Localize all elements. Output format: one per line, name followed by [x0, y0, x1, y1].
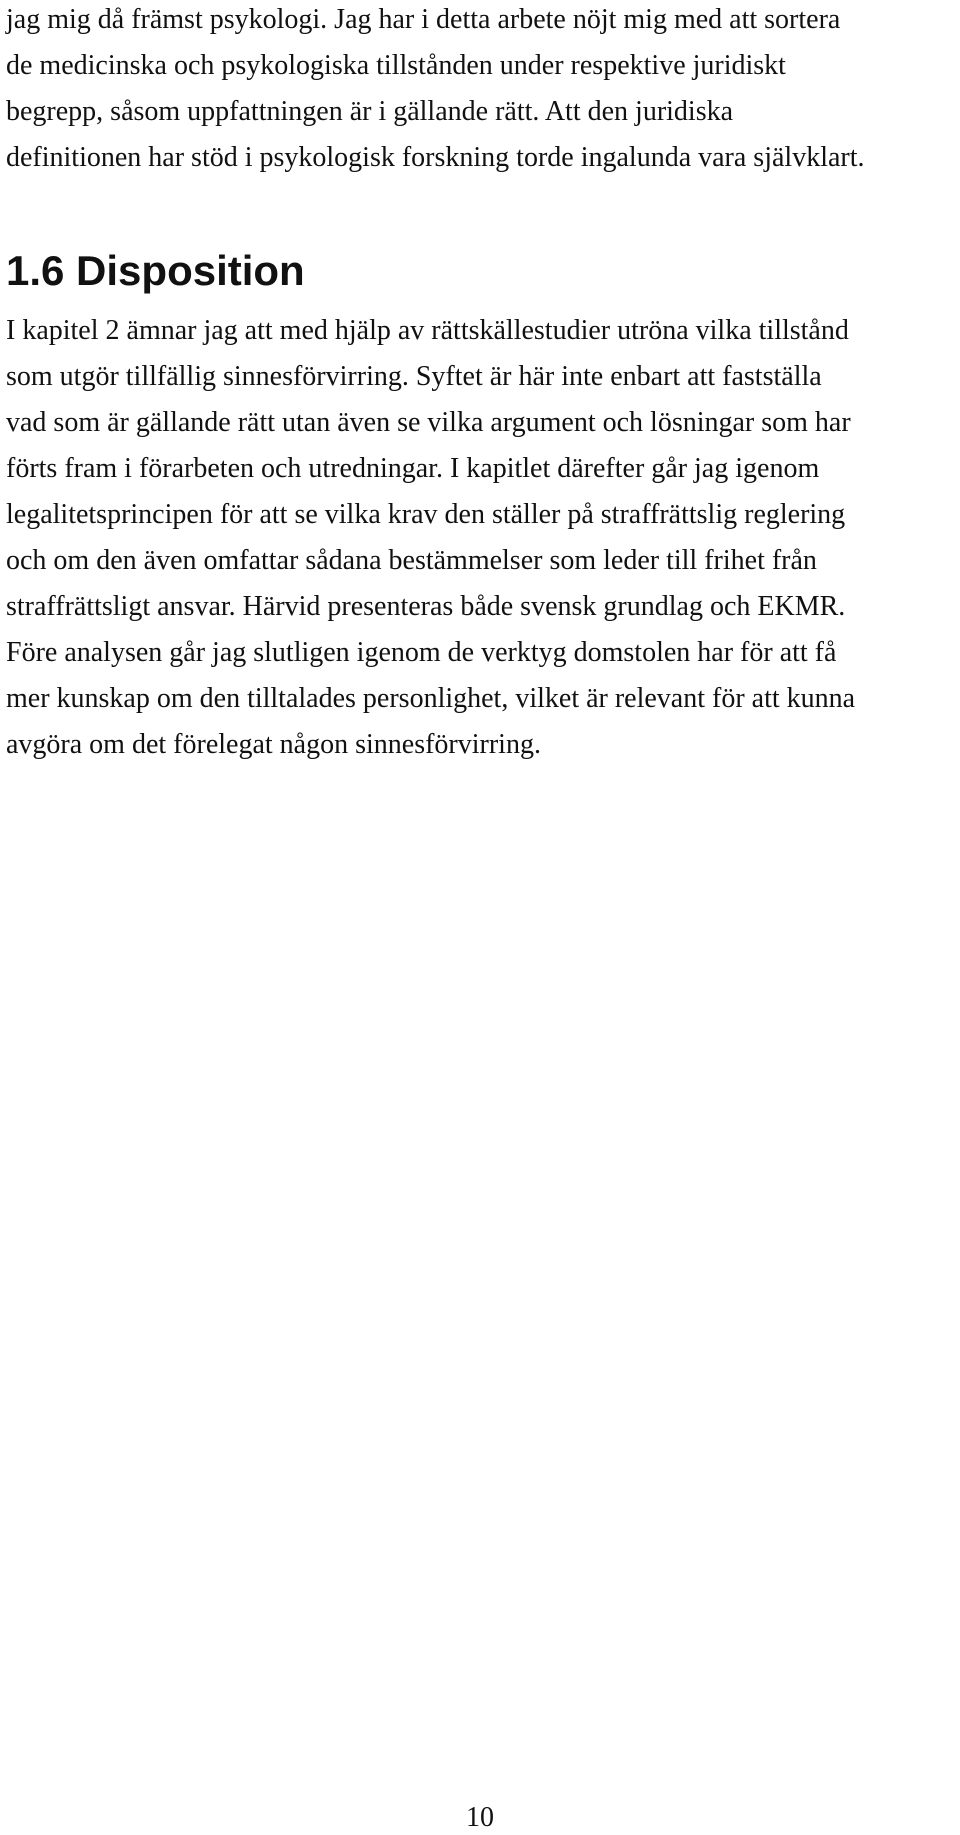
- text-line: definitionen har stöd i psykologisk forskning torde ingalunda vara självklart.: [6, 142, 865, 173]
- section-heading: 1.6 Disposition: [6, 247, 305, 294]
- text-line: I kapitel 2 ämnar jag att med hjälp av rättskällestudier utröna vilka tillstånd: [6, 315, 849, 346]
- text-line: begrepp, såsom uppfattningen är i gällande rätt. Att den juridiska: [6, 96, 734, 127]
- text-line: jag mig då främst psykologi. Jag har i detta arbete nöjt mig med att sortera: [6, 4, 841, 35]
- text-line: de medicinska och psykologiska tillstånden under respektive juridiskt: [6, 50, 786, 81]
- text-line: mer kunskap om den tilltalades personlighet, vilket är relevant för att kunna: [6, 683, 856, 714]
- text-line: straffrättsligt ansvar. Härvid presenteras både svensk grundlag och EKMR.: [6, 591, 846, 622]
- text-line: Före analysen går jag slutligen igenom de verktyg domstolen har för att få: [6, 637, 837, 668]
- text-line: och om den även omfattar sådana bestämmelser som leder till frihet från: [6, 545, 817, 576]
- text-line: avgöra om det förelegat någon sinnesförvirring.: [6, 729, 541, 760]
- text-line: förts fram i förarbeten och utredningar. I kapitlet därefter går jag igenom: [6, 453, 820, 484]
- page-number: 10: [466, 1802, 494, 1833]
- text-line: vad som är gällande rätt utan även se vilka argument och lösningar som har: [6, 407, 851, 438]
- text-line: som utgör tillfällig sinnesförvirring. Syftet är här inte enbart att fastställa: [6, 361, 822, 392]
- text-line: legalitetsprincipen för att se vilka krav den ställer på straffrättslig reglering: [6, 499, 846, 530]
